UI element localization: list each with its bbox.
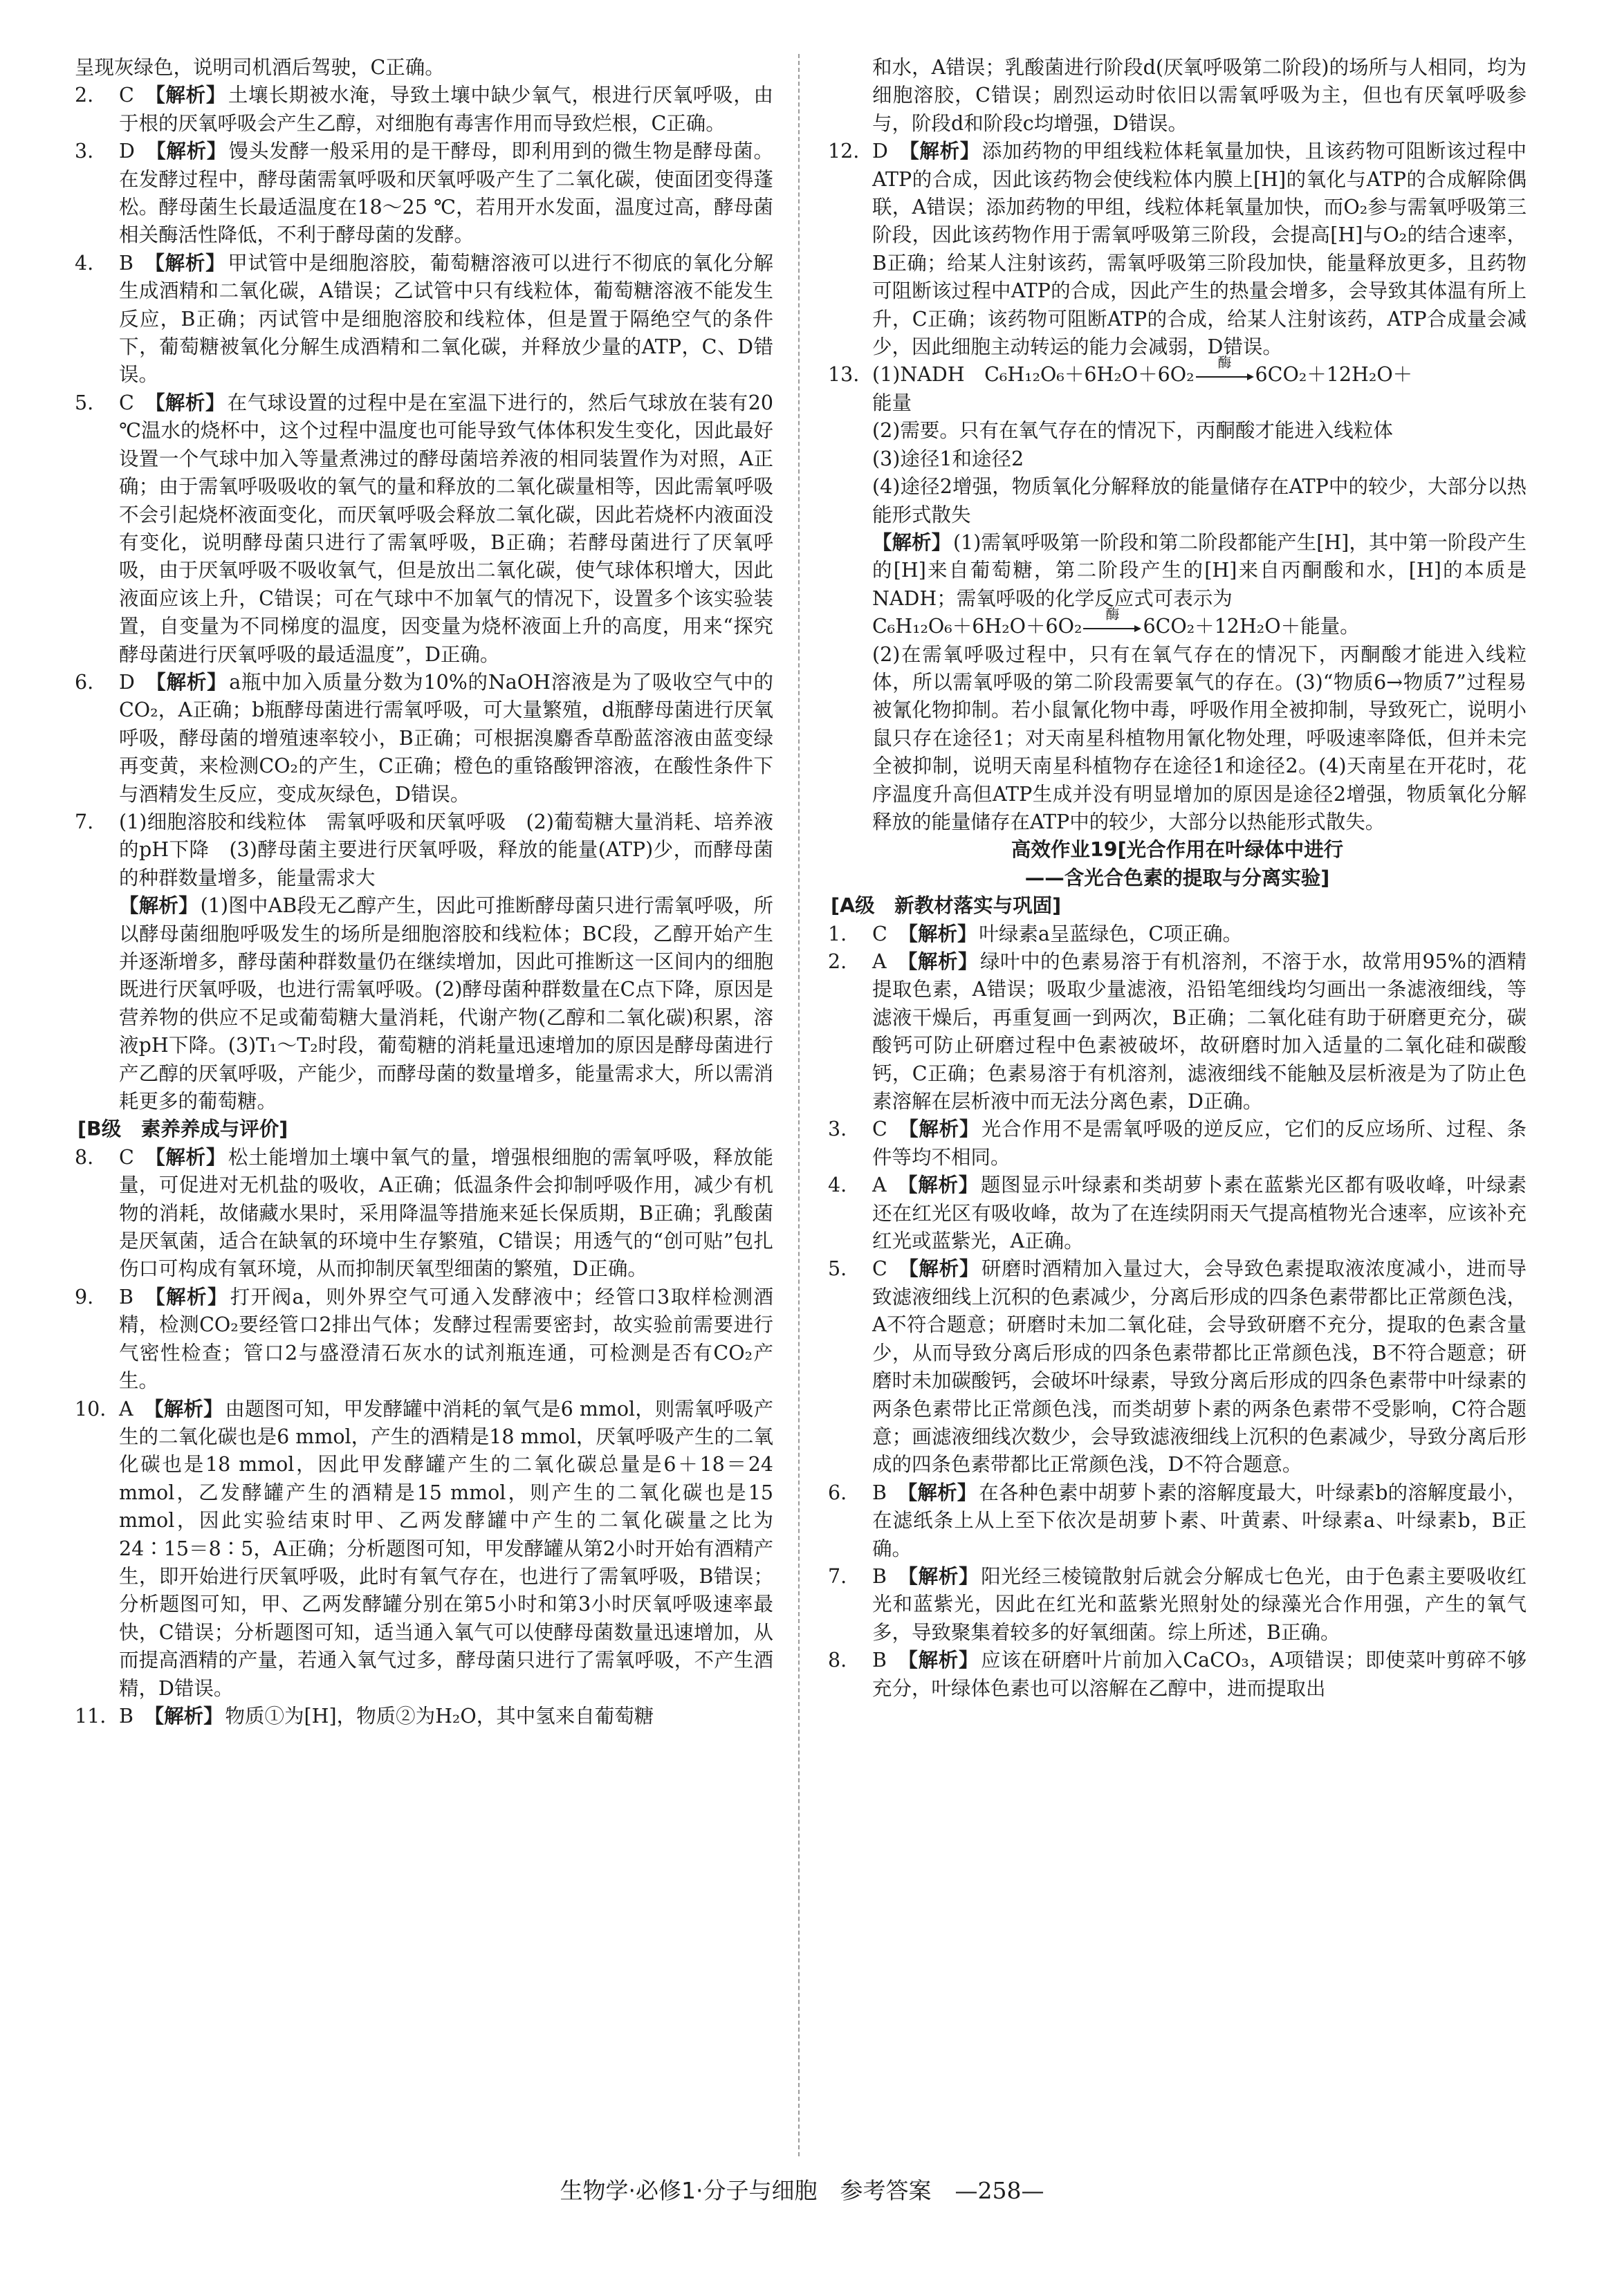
question-number: 3. — [75, 140, 94, 163]
answer-text: 能量 — [872, 391, 912, 414]
answer-item — [828, 138, 1527, 361]
page-number: —258— — [955, 2177, 1044, 2204]
question-number: 8. — [75, 1145, 94, 1169]
answer-continuation — [828, 473, 1527, 529]
column-divider — [798, 54, 800, 2156]
question-number: 1. — [828, 922, 847, 945]
question-number: 11. — [75, 1704, 107, 1728]
answer-item — [828, 353, 1527, 417]
answer-choice: C — [872, 1118, 887, 1141]
answer-continuation — [828, 641, 1527, 837]
answer-text: 绿叶中的色素易溶于有机溶剂，不溶于水，故常用95%的酒精提取色素，A错误；吸取少量滤液，沿铅笔细线均匀画出一条滤液细线，等滤液干燥后，再重复画一到两次，B正确；二氧化硅有助于研磨更充分，碳酸钙可防止研磨过程中色素被破坏，故研磨时加入适量的二氧化硅和碳酸钙，C正确；色素易溶于有机溶剂，滤液细线不能触及层析液是为了防止色素溶解在层析液中而无法分离色素，D正确。 — [872, 950, 1527, 1113]
explanation-label: 【解析】 — [145, 670, 228, 694]
question-number: 8. — [828, 1649, 847, 1672]
explanation-label: 【解析】 — [145, 1145, 227, 1169]
answer-text: 馒头发酵一般采用的是干酵母，即利用到的微生物是酵母菌。在发酵过程中，酵母菌需氧呼吸和厌氧呼吸产生了二氧化碳，使面团变得蓬松。酵母菌生长最适温度在18～25 ℃，若用开水发面，温度过高，酵母菌相关酶活性降低，不利于酵母菌的发酵。 — [119, 140, 773, 247]
answer-text: 和水，A错误；乳酸菌进行阶段d(厌氧呼吸第二阶段)的场所与人相同，均为细胞溶胶，C错误；剧烈运动时依旧以需氧呼吸为主，但也有厌氧呼吸参与，阶段d和阶段c均增强，D错误。 — [872, 56, 1527, 135]
answer-item — [828, 948, 1527, 1115]
question-number: 2. — [75, 84, 94, 107]
answer-text: (1)图中AB段无乙醇产生，因此可推断酵母菌只进行需氧呼吸，所以酵母菌细胞呼吸发生的场所是细胞溶胶和线粒体；BC段，乙醇开始产生并逐渐增多，酵母菌种群数量仍在继续增加，因此可推断这一区间内的细胞既进行厌氧呼吸，也进行需氧呼吸。(2)酵母菌种群数量在C点下降，原因是营养物的供应不足或葡萄糖大量消耗，代谢产物(乙醇和二氧化碳)积累，溶液pH下降。(3)T₁～T₂时段，葡萄糖的消耗量迅速增加的原因是酵母菌进行产乙醇的厌氧呼吸，产能少，而酵母菌的数量增多，能量需求大，所以需消耗更多的葡萄糖。 — [119, 894, 773, 1113]
answer-item — [75, 1144, 773, 1284]
answer-choice: D — [119, 670, 135, 694]
explanation-label: 【解析】 — [145, 391, 225, 414]
answer-item — [828, 1172, 1527, 1255]
explanation-label: 【解析】 — [897, 950, 979, 973]
answer-choice: D — [872, 140, 888, 163]
explanation-label: 【解析】 — [898, 1118, 980, 1141]
answer-text: (1)需氧呼吸第一阶段和第二阶段都能产生[H]，其中第一阶段产生的[H]来自葡萄糖，第二阶段产生的[H]来自丙酮酸和水，[H]的本质是NADH；需氧呼吸的化学反应式可表示为 — [872, 530, 1527, 610]
question-number: 4. — [75, 251, 94, 275]
explanation-label: 【解析】 — [897, 1174, 979, 1197]
answer-text: (1)细胞溶胶和线粒体 需氧呼吸和厌氧呼吸 (2)葡萄糖大量消耗、培养液的pH下降 (3)酵母菌主要进行厌氧呼吸，释放的能量(ATP)少，而酵母菌的种群数量增多，能量需求大 — [119, 810, 773, 889]
answer-item — [828, 1255, 1527, 1479]
answer-item — [75, 1284, 773, 1396]
explanation-label: 【解析】 — [144, 1704, 223, 1728]
answer-text: 甲试管中是细胞溶胶，葡萄糖溶液可以进行不彻底的氧化分解生成酒精和二氧化碳，A错误；乙试管中只有线粒体，葡萄糖溶液不能发生反应，B正确；丙试管中是细胞溶胶和线粒体，但是置于隔绝空气的条件下，葡萄糖被氧化分解生成酒精和二氧化碳，并释放少量的ATP，C、D错误。 — [119, 251, 773, 387]
answer-choice: D — [119, 140, 135, 163]
answer-item — [828, 1647, 1527, 1703]
explanation-label: 【解析】 — [872, 530, 952, 554]
answer-choice: C — [872, 922, 887, 945]
answer-text: 添加药物的甲组线粒体耗氧量加快，且该药物可阻断该过程中ATP的合成，因此该药物会使线粒体内膜上[H]的氧化与ATP的合成解除偶联，A错误；添加药物的甲组，线粒体耗氧量加快，而O₂参与需氧呼吸第三阶段，因此该药物作用于需氧呼吸第三阶段，会提高[H]与O₂的结合速率，B正确；给某人注射该药，需氧呼吸第三阶段加快，能量释放更多，且药物可阻断该过程中ATP的合成，因此产生的热量会增多，会导致其体温有所上升，C正确；该药物可阻断ATP的合成，给某人注射该药，ATP合成量会减少，因此细胞主动转运的能力会减弱，D错误。 — [872, 140, 1527, 359]
answer-item — [828, 1479, 1527, 1563]
assignment-title: 高效作业19[光合作用在叶绿体中进行 — [1011, 838, 1344, 862]
answer-item — [828, 1563, 1527, 1647]
answer-item — [75, 138, 773, 250]
answer-item — [75, 82, 773, 138]
answer-text: 由题图可知，甲发酵罐中消耗的氧气是6 mmol，则需氧呼吸产生的二氧化碳也是6 mmol，产生的酒精是18 mmol，厌氧呼吸产生的二氧化碳也是18 mmol，因此甲发酵罐产生的二氧化碳总量是6＋18＝24 mmol，乙发酵罐产生的酒精是15 mmol，则产生的二氧化碳也是15 mmol，因此实验结束时甲、乙两发酵罐中产生的二氧化碳量之比为24∶15＝8∶5，A正确；分析题图可知，甲发酵罐从第2小时开始有酒精产生，即开始进行厌氧呼吸，此时有氧气存在，也进行了需氧呼吸，B错误；分析题图可知，甲、乙两发酵罐分别在第5小时和第3小时厌氧呼吸速率最快，C错误；分析题图可知，适当通入氧气可以使酵母菌数量迅速增加，从而提高酒精的产量，若通入氧气过多，酵母菌只进行了需氧呼吸，不产生酒精，D错误。 — [119, 1397, 773, 1700]
explanation-label: 【解析】 — [119, 894, 199, 918]
footer-title: 生物学·必修1·分子与细胞 参考答案 — [560, 2177, 932, 2204]
reaction-arrow — [1195, 353, 1255, 385]
explanation-label: 【解析】 — [144, 1285, 228, 1308]
answer-text: 光合作用不是需氧呼吸的逆反应，它们的反应场所、过程、条件等均不相同。 — [872, 1118, 1527, 1169]
answer-choice: A — [872, 950, 887, 973]
explanation-label: 【解析】 — [144, 1397, 223, 1420]
arrow-icon — [1082, 624, 1143, 633]
arrow-icon — [1195, 372, 1255, 382]
reaction-reactants: C₆H₁₂O₆＋6H₂O＋6O₂ — [872, 615, 1082, 638]
section-heading: [B级 素养养成与评价] — [77, 1118, 288, 1141]
question-number: 3. — [828, 1118, 847, 1141]
question-number: 4. — [828, 1174, 847, 1197]
answer-text: 物质①为[H]，物质②为H₂O，其中氢来自葡萄糖 — [225, 1704, 654, 1728]
question-number: 9. — [75, 1285, 94, 1308]
enzyme-label: 酶 — [1217, 353, 1232, 371]
answer-text: 阳光经三棱镜散射后就会分解成七色光，由于色素主要吸收红光和蓝紫光，因此在红光和蓝紫光照射处的绿藻光合作用强，产生的氧气多，导致聚集着较多的好氧细菌。综上所述，B正确。 — [872, 1564, 1527, 1644]
answer-text: (2)在需氧呼吸过程中，只有在氧气存在的情况下，丙酮酸才能进入线粒体，所以需氧呼吸的第二阶段需要氧气的存在。(3)“物质6→物质7”过程易被氰化物抑制。若小鼠氰化物中毒，呼吸作用全被抑制，导致死亡，说明小鼠只存在途径1；对天南星科植物用氰化物处理，呼吸速率降低，但并未完全被抑制，说明天南星科植物存在途径1和途径2。(4)天南星在开花时，花序温度升高但ATP生成并没有明显增加的原因是途径2增强，物质氧化分解释放的能量储存在ATP中的较少，大部分以热能形式散失。 — [872, 642, 1527, 833]
answer-continuation — [828, 417, 1527, 445]
answer-choice: C — [872, 1257, 887, 1281]
answer-choice: B — [872, 1481, 887, 1504]
explanation-label: 【解析】 — [897, 1564, 979, 1588]
question-number: 10. — [75, 1397, 107, 1420]
explanation-label: 【解析】 — [145, 84, 227, 107]
answer-choice: B — [119, 251, 133, 275]
answer-text: 土壤长期被水淹，导致土壤中缺少氧气，根进行厌氧呼吸，由于根的厌氧呼吸会产生乙醇，对细胞有毒害作用而导致烂根，C正确。 — [119, 84, 773, 135]
answer-item — [75, 669, 773, 808]
reaction-products: 6CO₂＋12H₂O＋能量。 — [1143, 615, 1360, 638]
answer-text: 研磨时酒精加入量过大，会导致色素提取液浓度减小，进而导致滤液细线上沉积的色素减少，分离后形成的四条色素带都比正常颜色浅，A不符合题意；研磨时未加二氧化硅，会导致研磨不充分，提取的色素含量少，从而导致分离后形成的四条色素带都比正常颜色浅，B不符合题意；研磨时未加碳酸钙，会破坏叶绿素，导致分离后形成的四条色素带中叶绿素的两条色素带比正常颜色浅，而类胡萝卜素的两条色素带不受影响，C符合题意；画滤液细线次数少，会导致滤液细线上沉积的色素减少，导致分离后形成的四条色素带都比正常颜色浅，D不符合题意。 — [872, 1257, 1527, 1476]
answer-text: 应该在研磨叶片前加入CaCO₃，A项错误；即使菜叶剪碎不够充分，叶绿体色素也可以溶解在乙醇中，进而提取出 — [872, 1649, 1527, 1700]
answer-text: 叶绿素a呈蓝绿色，C项正确。 — [979, 922, 1243, 945]
answer-text: (4)途径2增强，物质氧化分解释放的能量储存在ATP中的较少，大部分以热能形式散失 — [872, 475, 1527, 526]
explanation-label: 【解析】 — [897, 1649, 979, 1672]
answer-continuation — [828, 54, 1527, 138]
explanation-label: 【解析】 — [898, 922, 977, 945]
answer-item — [828, 1115, 1527, 1172]
page-footer — [0, 2176, 1604, 2206]
question-number: 13. — [828, 363, 860, 387]
answer-continuation — [828, 445, 1527, 473]
answer-text: (3)途径1和途径2 — [872, 447, 1024, 470]
answer-choice: B — [872, 1564, 887, 1588]
answer-item — [75, 1703, 773, 1730]
reaction-arrow — [1082, 605, 1143, 636]
answer-text: (2)需要。只有在氧气存在的情况下，丙酮酸才能进入线粒体 — [872, 419, 1393, 443]
answer-choice: B — [119, 1285, 133, 1308]
answer-choice: A — [872, 1174, 887, 1197]
reaction-products: 6CO₂＋12H₂O＋ — [1255, 363, 1413, 387]
answer-continuation — [75, 892, 773, 1115]
question-number: 6. — [828, 1481, 847, 1504]
question-number: 2. — [828, 950, 847, 973]
question-number: 5. — [828, 1257, 847, 1281]
answer-choice: C — [119, 391, 134, 414]
answer-text: 在各种色素中胡萝卜素的溶解度最大，叶绿素b的溶解度最小，在滤纸条上从上至下依次是胡萝卜素、叶黄素、叶绿素a、叶绿素b，B正确。 — [872, 1481, 1527, 1560]
answer-choice: A — [119, 1397, 133, 1420]
question-number: 12. — [828, 140, 860, 163]
explanation-label: 【解析】 — [898, 1257, 980, 1281]
answer-text: 在气球设置的过程中是在室温下进行的，然后气球放在装有20 ℃温水的烧杯中，这个过程中温度也可能导致气体体积发生变化，因此最好设置一个气球中加入等量煮沸过的酵母菌培养液的相同装置作为对照，A正确；由于需氧呼吸吸收的氧气的量和释放的二氧化碳量相等，因此需氧呼吸不会引起烧杯液面变化，而厌氧呼吸会释放二氧化碳，因此若烧杯内液面没有变化，说明酵母菌只进行了需氧呼吸，B正确；若酵母菌进行了厌氧呼吸，由于厌氧呼吸不吸收氧气，但是放出二氧化碳，使气球体积增大，因此液面应该上升，C错误；可在气球中不加氧气的情况下，设置多个该实验装置，自变量为不同梯度的温度，因变量为烧杯液面上升的高度，用来“探究酵母菌进行厌氧呼吸的最适温度”，D正确。 — [119, 391, 773, 666]
explanation-label: 【解析】 — [144, 251, 226, 275]
answer-choice: C — [119, 84, 134, 107]
answer-text: 打开阀a，则外界空气可通入发酵液中；经管口3取样检测酒精，检测CO₂要经管口2排出气体；发酵过程需要密封，故实验前需要进行气密性检查；管口2与盛澄清石灰水的试剂瓶连通，可检测是否有CO₂产生。 — [119, 1285, 773, 1393]
reaction-reactants: C₆H₁₂O₆＋6H₂O＋6O₂ — [984, 363, 1195, 387]
explanation-label: 【解析】 — [145, 140, 227, 163]
answer-choice: B — [872, 1649, 887, 1672]
answer-item — [75, 808, 773, 892]
answer-text: (1)NADH — [872, 363, 985, 387]
right-column — [828, 54, 1527, 1703]
answer-text: 呈现灰绿色，说明司机酒后驾驶，C正确。 — [75, 56, 445, 79]
answer-choice: C — [119, 1145, 134, 1169]
answer-item — [75, 389, 773, 669]
answer-continuation — [828, 529, 1527, 613]
answer-item — [75, 1396, 773, 1703]
answer-text: 题图显示叶绿素和类胡萝卜素在蓝紫光区都有吸收峰，叶绿素还在红光区有吸收峰，故为了在连续阴雨天气提高植物光合速率，应该补充红光或蓝紫光，A正确。 — [872, 1174, 1527, 1253]
enzyme-label: 酶 — [1105, 605, 1120, 622]
explanation-label: 【解析】 — [897, 1481, 977, 1504]
explanation-label: 【解析】 — [898, 140, 980, 163]
reaction-equation — [828, 605, 1527, 640]
answer-text: a瓶中加入质量分数为10%的NaOH溶液是为了吸收空气中的CO₂，A正确；b瓶酵母菌进行需氧呼吸，可大量繁殖，d瓶酵母菌进行厌氧呼吸，酵母菌的增殖速率较小，B正确；可根据溴麝香草酚蓝溶液由蓝变绿再变黄，来检测CO₂的产生，C正确；橙色的重铬酸钾溶液，在酸性条件下与酒精发生反应，变成灰绿色，D错误。 — [119, 670, 773, 806]
answer-item — [828, 920, 1527, 948]
section-heading: [A级 新教材落实与巩固] — [831, 894, 1062, 918]
answer-text: 松土能增加土壤中氧气的量，增强根细胞的需氧呼吸，释放能量，可促进对无机盐的吸收，A正确；低温条件会抑制呼吸作用，减少有机物的消耗，故储藏水果时，采用降温等措施来延长保质期，B正确；乳酸菌是厌氧菌，适合在缺氧的环境中生存繁殖，C错误；用透气的“创可贴”包扎伤口可构成有氧环境，从而抑制厌氧型细菌的繁殖，D正确。 — [119, 1145, 773, 1281]
answer-item — [75, 250, 773, 389]
assignment-title: ——含光合色素的提取与分离实验] — [1024, 866, 1330, 889]
answer-choice: B — [119, 1704, 133, 1728]
left-column — [75, 54, 773, 1730]
question-number: 7. — [828, 1564, 847, 1588]
question-number: 5. — [75, 391, 94, 414]
question-number: 6. — [75, 670, 94, 694]
question-number: 7. — [75, 810, 94, 833]
